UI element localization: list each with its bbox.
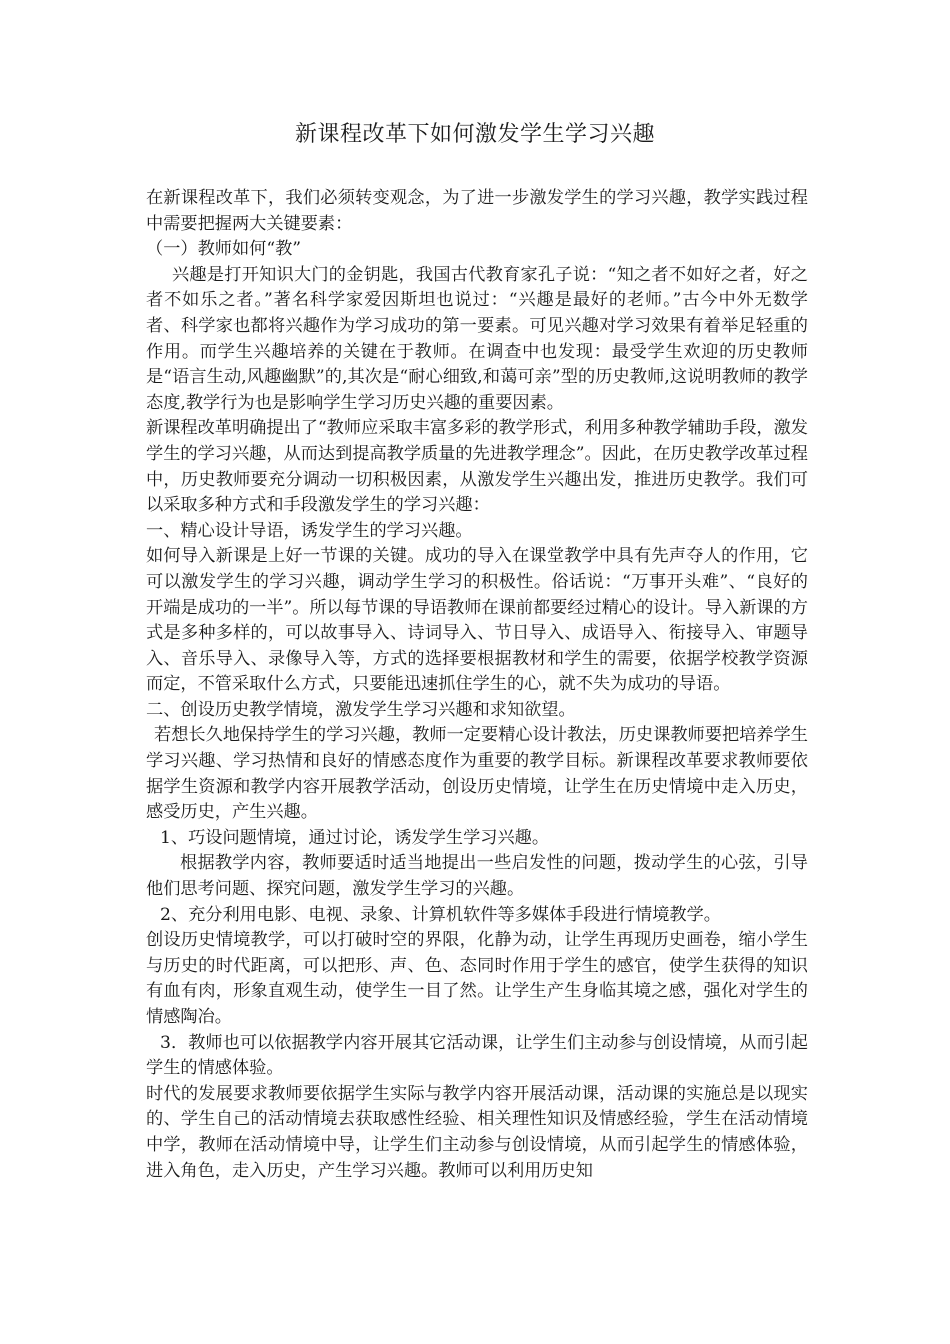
activity-paragraph: 时代的发展要求教师要依据学生实际与教学内容开展活动课，活动课的实施总是以现实的、学生自己的活动情境去获取感性经验、相关理性知识及情感经验，学生在活动情境中学，教师在活动情境中导，让学生们主动参与创设情境，从而引起学生的情感体验，进入角色，走入历史，产生学习兴趣。教师可以利用历史知 xyxy=(146,1083,808,1181)
section-heading-teacher: （一）教师如何“教” xyxy=(146,239,302,260)
subheading-2: 2、充分利用电影、电视、录象、计算机软件等多媒体手段进行情境教学。 xyxy=(160,904,721,925)
intro-paragraph: 在新课程改革下，我们必须转变观念，为了进一步激发学生的学习兴趣，教学实践过程中需要把握两大关键要素： xyxy=(146,188,808,234)
method-heading-2: 二、创设历史教学情境，激发学生学习兴趣和求知欲望。 xyxy=(146,699,576,720)
reform-paragraph: 新课程改革明确提出了“教师应采取丰富多彩的教学形式，利用多种教学辅助手段，激发学生的学习兴趣，从而达到提高教学质量的先进教学理念”。因此，在历史教学改革过程中，历史教师要充分调动一切积极因素，从激发学生兴趣出发，推进历史教学。我们可以采取多种方式和手段激发学生的学习兴趣： xyxy=(146,418,808,516)
document-body xyxy=(146,186,808,1184)
introduction-paragraph: 如何导入新课是上好一节课的关键。成功的导入在课堂教学中具有先声夺人的作用，它可以激发学生的学习兴趣，调动学生学习的积极性。俗话说：“万事开头难”、“良好的开端是成功的一半”。所以每节课的导语教师在课前都要经过精心的设计。导入新课的方式是多种多样的，可以故事导入、诗词导入、节日导入、成语导入、衔接导入、审题导入、音乐导入、录像导入等，方式的选择要根据教材和学生的需要，依据学校教学资源而定，不管采取什么方式，只要能迅速抓住学生的心，就不失为成功的导语。 xyxy=(146,546,808,695)
context-paragraph: 若想长久地保持学生的学习兴趣，教师一定要精心设计教法，历史课教师要把培养学生学习兴趣、学习热情和良好的情感态度作为重要的教学目标。新课程改革要求教师要依据学生资源和教学内容开展教学活动，创设历史情境，让学生在历史情境中走入历史，感受历史，产生兴趣。 xyxy=(146,725,808,823)
question-paragraph: 根据教学内容，教师要适时适当地提出一些启发性的问题，拨动学生的心弦，引导他们思考问题、探究问题，激发学生学习的兴趣。 xyxy=(146,853,808,900)
subheading-1: 1、巧设问题情境，通过讨论，诱发学生学习兴趣。 xyxy=(160,827,550,848)
interest-paragraph: 兴趣是打开知识大门的金钥匙，我国古代教育家孔子说：“知之者不如好之者，好之者不如乐之者。”著名科学家爱因斯坦也说过：“兴趣是最好的老师。”古今中外无数学者、科学家也都将兴趣作为学习成功的第一要素。可见兴趣对学习效果有着举足轻重的作用。而学生兴趣培养的关键在于教师。在调查中也发现：最受学生欢迎的历史教师是“语言生动,风趣幽默”的,其次是“耐心细致,和蔼可亲”型的历史教师,这说明教师的教学态度,教学行为也是影响学生学习历史兴趣的重要因素。 xyxy=(146,264,808,413)
document-title: 新课程改革下如何激发学生学习兴趣 xyxy=(294,122,655,147)
subheading-3: 3．教师也可以依据教学内容开展其它活动课，让学生们主动参与创设情境，从而引起学生的情感体验。 xyxy=(146,1032,808,1079)
method-heading-1: 一、精心设计导语，诱发学生的学习兴趣。 xyxy=(146,520,473,541)
multimedia-paragraph: 创设历史情境教学，可以打破时空的界限，化静为动，让学生再现历史画卷，缩小学生与历史的时代距离，可以把形、声、色、态同时作用于学生的感官，使学生获得的知识有血有肉，形象直观生动，使学生一目了然。让学生产生身临其境之感，强化对学生的情感陶冶。 xyxy=(146,930,808,1027)
